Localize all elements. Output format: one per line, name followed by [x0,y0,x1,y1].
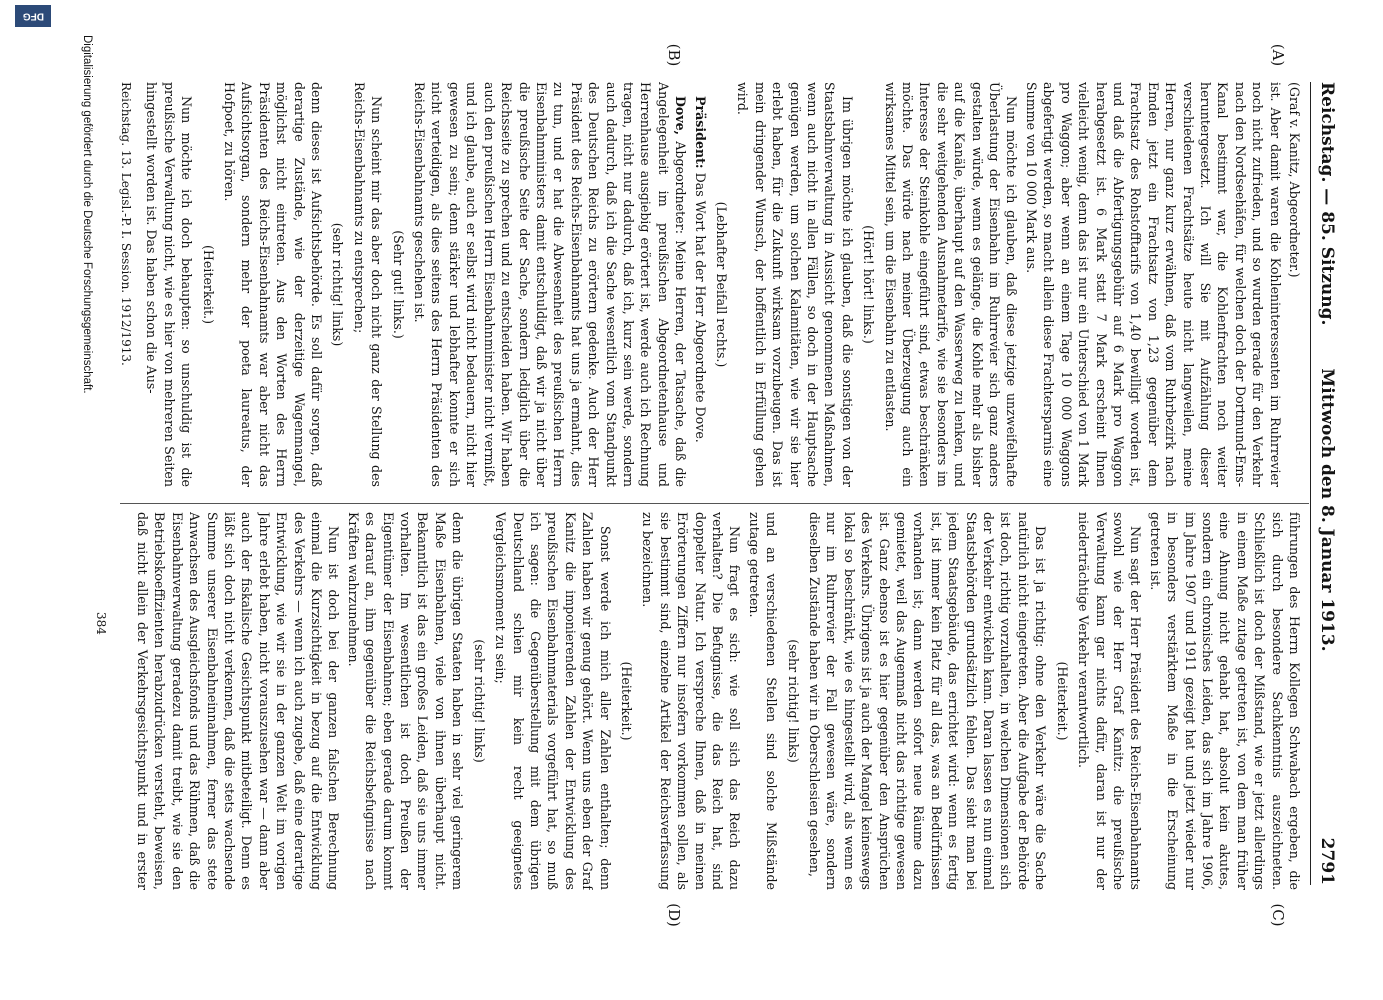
reaction: (Heiterkeit.) [618,661,634,741]
reaction: (Heiterkeit.) [1054,661,1070,741]
paragraph: denn die übrigen Staaten haben in sehr viel geringerem Maße Eisenbahnen, viele von ihnen überhaupt nicht. Bekanntlich ist das ein großes Leiden, daß sie uns immer vorhalten. Im wesentlichen ist doch Preußen der Eigentümer der Eisenbahnen; eben gerade darum kommt es darauf an, ihm gegenüber die Reichsbefugnisse nach Kräften wahrzunehmen. [345,512,466,890]
reaction: (sehr richtig! links) [785,639,801,763]
left-column [133,82,1303,487]
footer-session: Reichstag. 13. Legisl.-P. I. Session. 1912/1913. [119,82,133,366]
dove-speech [411,82,690,487]
paragraph: und an verschiedenen Stellen sind solche Mißstände zutage getreten. [746,512,780,890]
paragraph: denn dieses ist Aufsichtsbehörde. Es soll dafür sorgen, daß derartige Zustände, wie der derzeitige Wagenmangel, möglichst nicht eintreten. Aus den Worten des Herrn Präsidenten des Reichs-Eisenbahnamts war aber nicht das Aufsichtsorgan, sondern mehr der poeta laureatus, der Hofpoet, zu hören. [222,82,325,487]
digitization-credit: Digitalisierung gefördert durch die Deutsche Forschungsgemeinschaft. [81,35,93,394]
paragraph: Das ist ja richtig: ohne den Verkehr wäre die Sache natürlich nicht eingetreten. Aber die Aufgabe der Behörde ist doch, richtig vorzuhalten, in welchen Dimensionen sich der Verkehr entwickeln kann. Daran lassen es nun einmal Staatsbehörden grundsätzlich fehlen. Das sieht man bei jedem Staatsgebäude, das errichtet wird: wenn es fertig ist, ist immer kein Platz für all das, was an Bedürfnissen vorhanden ist; dann werden sofort neue Räume dazu gemietet, weil das Augenmaß nicht das richtige gewesen ist. Ganz ebenso ist es hier gegenüber den Ansprüchen des Verkehrs. Übrigens ist ja auch der Mangel keineswegs lokal so beschränkt, wie es hingestellt wird, als wenn es nur im Ruhrrevier der Fall gewesen wäre, sondern dieselben Zustände haben wir in Oberschlesien gesehen, [807,512,1049,890]
paragraph: Nun möchte ich glauben, daß diese jetzige unzweifelhafte Überlastung der Eisenbahn im Ruhrrevier sich ganz anders gestalten würde, wenn es gelänge, die Kohle mehr als bisher auf die Kanäle, überhaupt auf den Wasserweg zu lenken, und die sehr weitgehenden Ausnahmetarife, wie sie besonders im Interesse der Steinkohle eingeführt sind, etwas beschränken möchte. Das würde nach meiner Überzeugung auch ein wirksames Mittel sein, um die Eisenbahn zu entlasten. [882,82,1020,487]
page-number: 2791 [1317,837,1337,885]
reaction: (Heiterkeit.) [200,245,216,324]
paragraph: Sonst werde ich mich aller Zahlen enthalten; denn Zahlen haben wir genug gehört. Wenn uns eben der Graf Kanitz die imponierenden Zahlen der Entwicklung des preußischen Eisenbahnmaterials vorgeführt hat, so muß ich sagen: die Gegenüberstellung mit dem übrigen Deutschland schien mir kein recht geeignetes Vergleichsmoment zu sein; [493,512,613,890]
paragraph: Im übrigen möchte ich glauben, daß die sonstigen von der Staatsbahnverwaltung in Aussicht genommenen Maßnahmen, wenn auch nicht in allen Fällen, so doch in der Hauptsache genügen werden, um solchen Kalamitäten, wie wir sie hier erlebt haben, für die Zukunft wirksam vorzubeugen. Das ist mein dringender Wunsch, der hoffentlich in Erfüllung gehen wird. [735,82,855,487]
header-date: Mittwoch den 8. Januar 1913. [1317,368,1337,652]
paragraph: Nun sagt der Herr Präsident des Reichs-Eisenbahnamts sowohl wie der Herr Graf Kanitz: die preußische Verwaltung kann gar nichts dafür, daran ist nur der niederträchtige Verkehr verantwortlich. [1076,512,1144,890]
president-line [691,82,708,487]
margin-mark-d: (D) [665,903,683,927]
header-rule [1310,82,1311,885]
reaction: (Lebhafter Beifall rechts.) [714,201,729,368]
paragraph: Nun scheint mir das aber doch nicht ganz der Stellung des Reichs-Eisenbahnamts zu entsprechen; [351,82,385,487]
column-divider [120,503,1309,504]
reaction: (sehr richtig! links) [330,222,346,347]
paragraph: Nun möchte ich doch behaupten: so unschuldig ist die preußische Verwaltung nicht, wie es hier von mehreren Seiten hingestellt worden ist. Das haben schon die Aus- [144,82,195,487]
paragraph: Meine Herren, der Tatsache, daß die Angelegenheit im preußischen Abgeordnetenhause und Herrenhause ausgiebig erörtert ist, werde auch ich Rechnung tragen, nicht nur dadurch, daß ich, kurz sein werde, sondern auch dadurch, daß ich die Sache wesentlich vom Standpunkt des Deutschen Reichs zu erörtern gedenke. Auch der Herr Präsident des Reichs-Eisenbahnamts hat uns ja ermahnt, dies zu tun, und er hat die Abwesenheit des preußischen Herrn Eisenbahnministers damit entschuldigt, daß wir ja nicht über die preußische Seite der Sache, sondern lediglich über die Reichsseite zu sprechen und zu entscheiden haben. Wir haben auch den preußischen Herrn Eisenbahnminister nicht vermißt, und ich glaube, auch er selbst wird nicht bedauern, nicht hier gewesen zu sein; denn stärker und lebhafter konnte er sich nicht verteidigen, als dies seitens des Herrn Präsidenten des Reichs-Eisenbahnamts geschehen ist. [412,82,689,487]
right-column [133,512,1303,890]
paragraph: Nun fragt es sich: wie soll sich das Reich dazu verhalten? Die Befugnisse, die das Reich hat, sind doppelter Natur. Ich verspreche Ihnen, daß in meinen Erörterungen Ziffern nur insofern vorkommen sollen, als sie bestimmt sind, einzelne Artikel der Reichsverfassung zu bezeichnen. [640,512,743,890]
dfg-logo: DFG [15,5,51,27]
paragraph: ist. Aber damit waren die Kohleninteressenten im Ruhrrevier noch nicht zufrieden, und so wurden gerade für den Verkehr nach den Nordseehäfen, für welchen doch der Dortmund-Ems-Kanal bestimmt war, die Kohlenfrachten noch weiter heruntergesetzt. Ich will Sie mit Aufzählung dieser verschiedenen Frachtsätze heute nicht langweilen, meine Herren, nur ganz kurz erwähnen, daß vom Ruhrbezirk nach Emden jetzt ein Frachtsatz von 1,23 gegenüber dem Frachtsatz des Rohstofftarifs von 1,40 bewilligt worden ist, und daß die Abfertigungsgebühr auf 6 Mark pro Waggon herabgesetzt ist. 6 Mark statt 7 Mark erscheint Ihnen vielleicht wenig, denn das ist nur ein Unterschied von 1 Mark pro Waggon; aber wenn an einem Tage 10 000 Waggons abgefertigt werden, so macht allein diese Frachtersparnis eine Summe von 10 000 Mark aus. [1023,82,1283,487]
reaction: (Hört! hört! links.) [861,225,877,344]
margin-mark-c: (C) [1269,903,1287,927]
speaker-label: Dove, [673,96,689,136]
paragraph: führungen des Herrn Kollegen Schwabach ergeben, die sich durch besondere Sachkenntnis auszeichneten. Schließlich ist doch der Mißstand, wie er jetzt allerdings in einem Maße zutage getreten ist, von dem man früher eine Ahnung nicht gehabt hat, absolut kein akutes, sondern ein chronisches Leiden, das sich im Jahre 1906, im Jahre 1907 und 1911 gezeigt hat und jetzt wieder nur in besonders verstärktem Maße in die Erscheinung getreten ist. [1147,512,1302,890]
header-left: Reichstag. — 85. Sitzung. [1317,82,1337,326]
speaker-role: Abgeordneter: [673,141,689,234]
paragraph: Nun ist doch bei der ganzen falschen Berechnung einmal die Kurzsichtigkeit in bezug auf die Entwicklung des Verkehrs — wenn ich auch zugebe, daß eine derartige Entwicklung, wie wir sie in der ganzen Welt im vorigen Jahre erlebt haben, nicht vorauszusehen war — dann aber auch der fiskalische Gesichtspunkt mitbeteiligt. Denn es läßt sich doch nicht verkennen, daß die stets wachsende Summe unserer Eisenbahneinnahmen, ferner das stete Anwachsen des Ausgleichsfonds und das Rühmen, daß die Eisenbahnverwaltung geradezu damit treibt, wie sie den Betriebskoeffizienten herabzudrücken versteht, beweisen, daß nicht allein der Verkehrsgesichtspunkt und in erster [135,512,342,890]
margin-mark-a: (A) [1269,43,1287,67]
reaction: (Sehr gut! links.) [390,230,406,339]
margin-mark-b: (B) [665,43,683,67]
footer-number: 384 [94,612,108,635]
speaker-label: Präsident: [692,96,708,169]
president-text: Das Wort hat der Herr Abgeordnete Dove. [692,172,708,443]
speaker-header: (Graf v. Kanitz, Abgeordneter.) [1287,82,1302,278]
reaction: (sehr richtig! links) [471,639,487,763]
